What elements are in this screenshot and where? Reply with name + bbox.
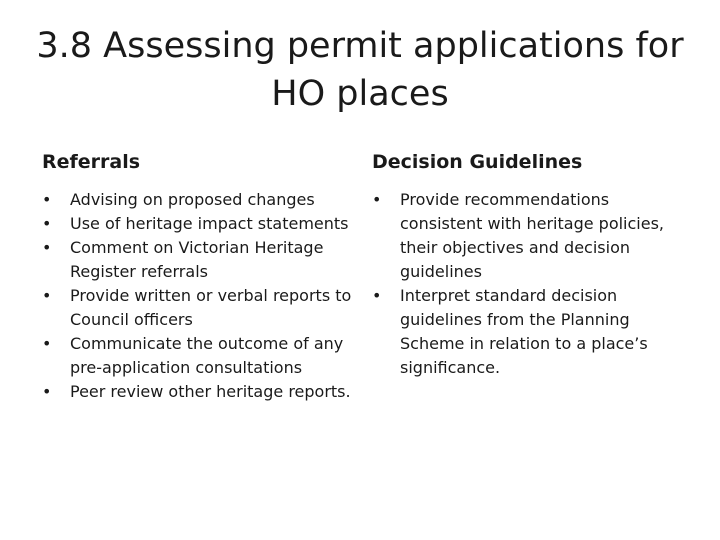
referrals-column [42,148,362,404]
bullet-icon: • [42,286,52,305]
list-item [42,188,362,212]
slide-title-line-1: 3.8 Assessing permit applications for [36,26,684,66]
list-item [42,284,362,332]
bullet-icon: • [42,214,52,233]
slide-title-line-2: HO places [271,74,449,114]
list-item [372,188,672,284]
bullet-icon: • [42,334,52,353]
decision-guidelines-list [372,188,672,380]
list-item-text: Advising on proposed changes [70,190,315,209]
bullet-icon: • [42,238,52,257]
decision-guidelines-heading: Decision Guidelines [372,151,583,173]
list-item [42,332,362,380]
list-item [372,284,672,380]
bullet-icon: • [372,190,382,209]
list-item-text: Interpret standard decision guidelines from the Planning Scheme in relation to a place’s significance. [400,286,648,377]
bullet-icon: • [42,382,52,401]
slide-title [36,22,684,118]
referrals-list [42,188,362,404]
bullet-icon: • [42,190,52,209]
list-item [42,380,362,404]
list-item-text: Comment on Victorian Heritage Register referrals [70,238,324,281]
bullet-icon: • [372,286,382,305]
list-item-text: Provide recommendations consistent with heritage policies, their objectives and decision guidelines [400,190,665,281]
list-item [42,236,362,284]
list-item-text: Peer review other heritage reports. [70,382,351,401]
list-item-text: Communicate the outcome of any pre-application consultations [70,334,344,377]
list-item-text: Provide written or verbal reports to Council officers [70,286,352,329]
list-item [42,212,362,236]
referrals-heading: Referrals [42,151,141,173]
decision-guidelines-column [372,148,672,380]
list-item-text: Use of heritage impact statements [70,214,349,233]
